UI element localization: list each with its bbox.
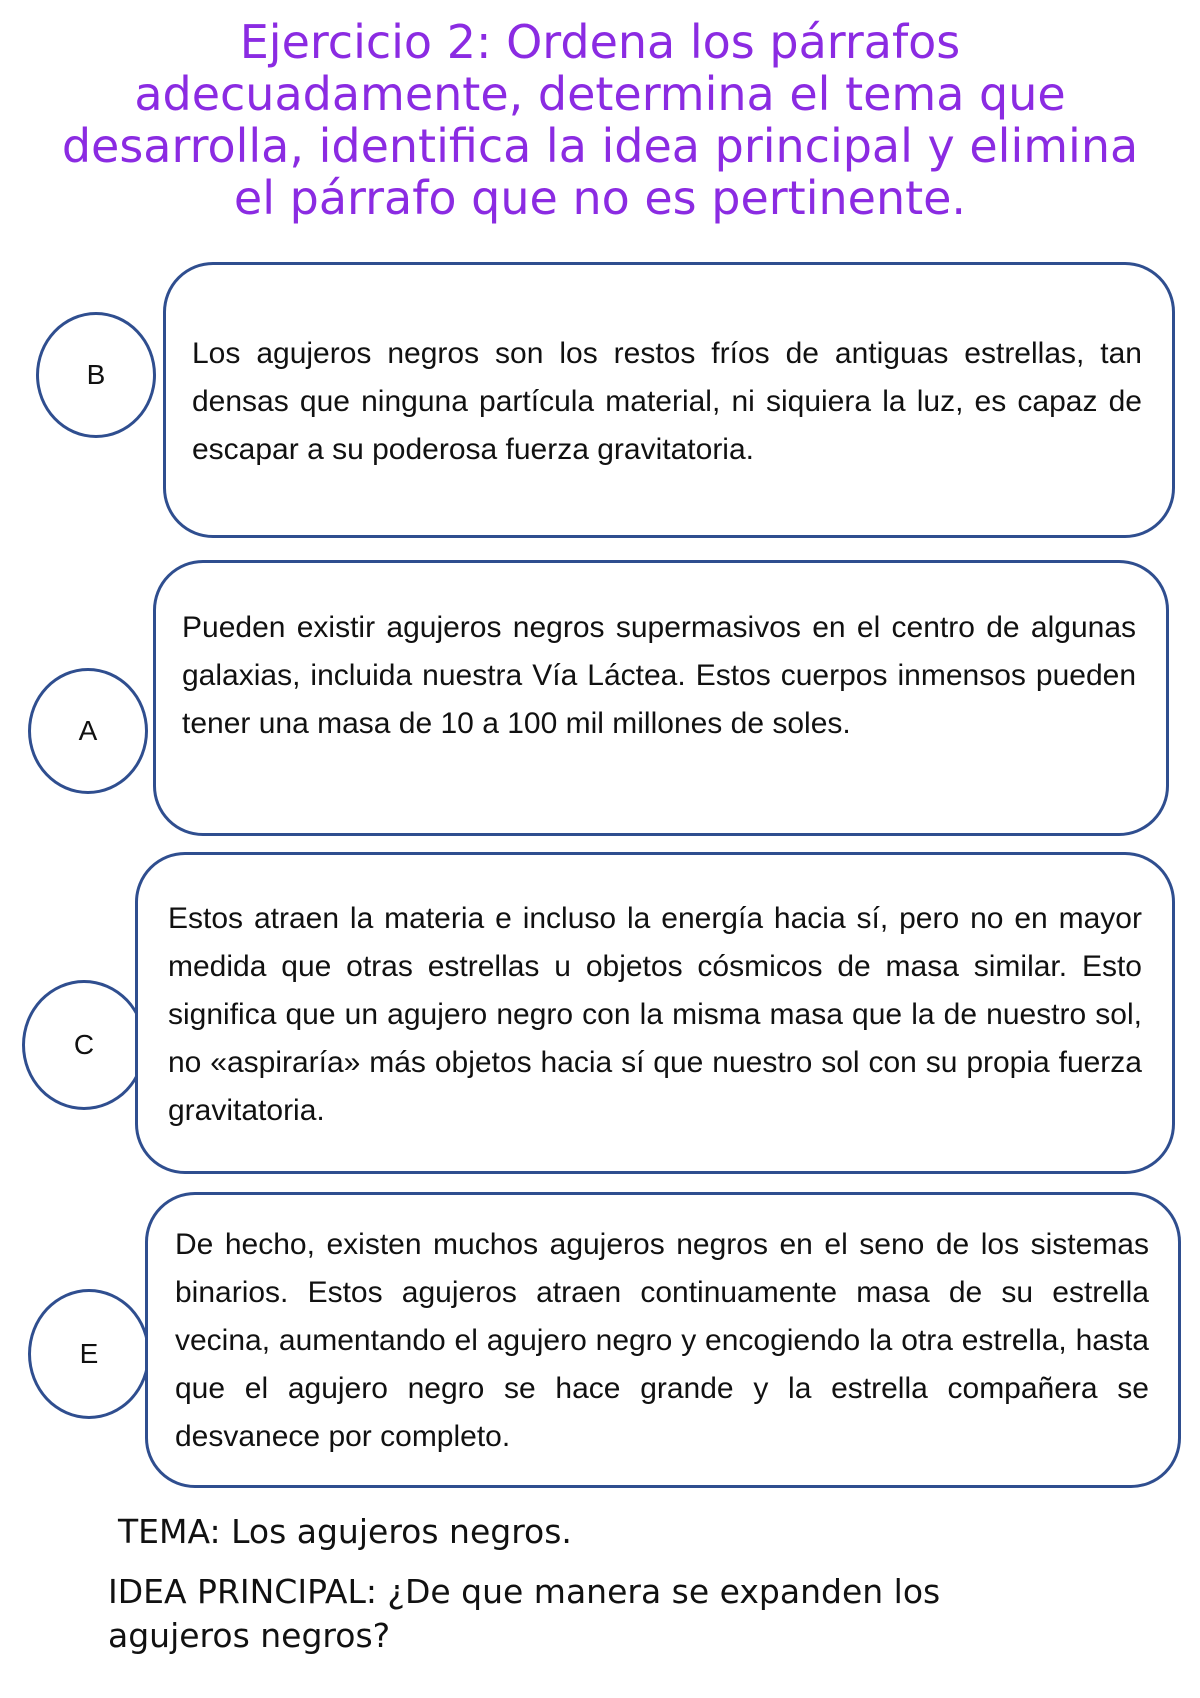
paragraph-text-e: De hecho, existen muchos agujeros negros en el seno de los sistemas binarios. Estos agujeros atraen continuamente masa de su estrella vecina, aumentando el agujero negro y encogiendo la otra estrella, hasta que el agujero negro se hace grande y la estrella compañera se desvanece por completo.	[175, 1228, 1149, 1453]
paragraph-letter-e: E	[28, 1289, 150, 1419]
idea-principal-text: IDEA PRINCIPAL: ¿De que manera se expanden los agujeros negros?	[108, 1572, 941, 1655]
paragraph-text-a: Pueden existir agujeros negros supermasivos en el centro de algunas galaxias, incluida nuestra Vía Láctea. Estos cuerpos inmensos pueden tener una masa de 10 a 100 mil millones de soles.	[182, 611, 1136, 740]
paragraph-text-c: Estos atraen la materia e incluso la energía hacia sí, pero no en mayor medida que otras estrellas u objetos cósmicos de masa similar. Esto significa que un agujero negro con la misma masa que la de nuestro sol, no «aspiraría» más objetos hacia sí que nuestro sol con su propia fuerza gravitatoria.	[168, 902, 1142, 1127]
tema-text: TEMA: Los agujeros negros.	[118, 1512, 572, 1551]
page-title: Ejercicio 2: Ordena los párrafos adecuadamente, determina el tema que desarrolla, identifica la idea principal y elimina el párrafo que no es pertinente.	[61, 15, 1139, 225]
paragraph-text-b: Los agujeros negros son los restos fríos de antiguas estrellas, tan densas que ninguna partícula material, ni siquiera la luz, es capaz de escapar a su poderosa fuerza gravitatoria.	[192, 337, 1142, 466]
paragraph-letter-a: A	[28, 668, 148, 794]
paragraph-letter-b: B	[36, 312, 156, 438]
paragraph-letter-c: C	[22, 980, 146, 1110]
